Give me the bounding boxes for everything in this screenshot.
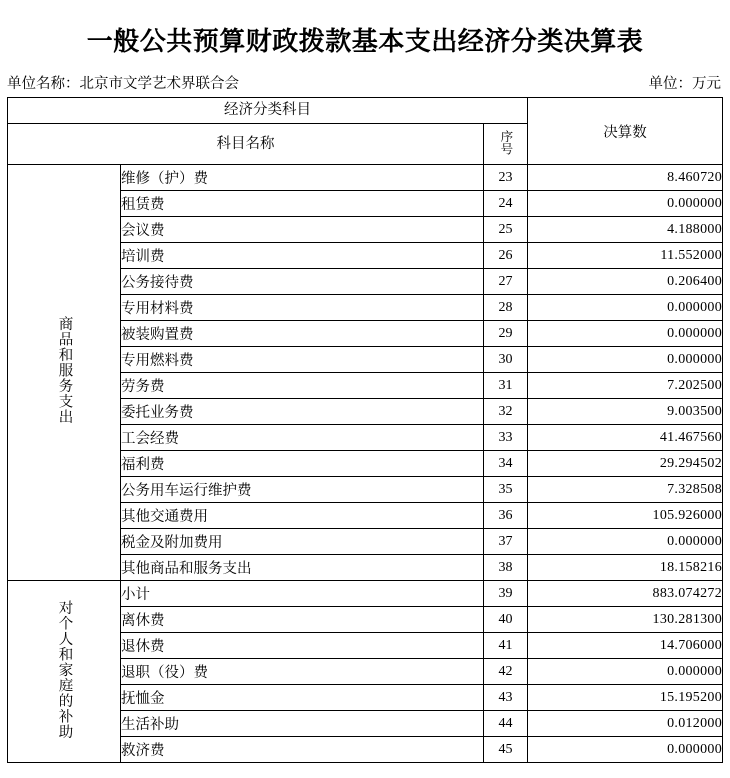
table-body [8, 165, 723, 763]
category-label: 对个人和家庭的补助 [56, 599, 73, 740]
unit-name-label: 单位名称：北京市文学艺术界联合会 [7, 76, 239, 93]
header-row-group [8, 98, 723, 124]
item-name-cell: 救济费 [121, 737, 484, 763]
item-name-cell: 退职（役）费 [121, 659, 484, 685]
header-group-title: 经济分类科目 [8, 98, 528, 124]
sequence-cell: 25 [484, 217, 528, 243]
sequence-cell: 37 [484, 529, 528, 555]
item-name-cell: 培训费 [121, 243, 484, 269]
category-cell [8, 165, 121, 581]
sequence-cell: 27 [484, 269, 528, 295]
final-amount-cell: 7.202500 [528, 373, 723, 399]
item-name-cell: 委托业务费 [121, 399, 484, 425]
table-header [8, 98, 723, 165]
item-name-cell: 维修（护）费 [121, 165, 484, 191]
final-amount-cell: 0.206400 [528, 269, 723, 295]
unit-measure-label: 单位：万元 [648, 76, 721, 93]
item-name-cell: 租赁费 [121, 191, 484, 217]
sequence-cell: 38 [484, 555, 528, 581]
item-name-cell: 劳务费 [121, 373, 484, 399]
item-name-cell: 税金及附加费用 [121, 529, 484, 555]
budget-table [7, 97, 723, 763]
caption-row [0, 77, 730, 93]
final-amount-cell: 7.328508 [528, 477, 723, 503]
sequence-cell: 42 [484, 659, 528, 685]
sequence-cell: 39 [484, 581, 528, 607]
sequence-cell: 31 [484, 373, 528, 399]
final-amount-cell: 29.294502 [528, 451, 723, 477]
sequence-cell: 36 [484, 503, 528, 529]
final-amount-cell: 130.281300 [528, 607, 723, 633]
sequence-cell: 32 [484, 399, 528, 425]
final-amount-cell: 883.074272 [528, 581, 723, 607]
final-amount-cell: 41.467560 [528, 425, 723, 451]
item-name-cell: 其他商品和服务支出 [121, 555, 484, 581]
sequence-cell: 24 [484, 191, 528, 217]
sequence-cell: 30 [484, 347, 528, 373]
item-name-cell: 工会经费 [121, 425, 484, 451]
final-amount-cell: 0.000000 [528, 529, 723, 555]
item-name-cell: 退休费 [121, 633, 484, 659]
final-amount-cell: 0.000000 [528, 321, 723, 347]
item-name-cell: 抚恤金 [121, 685, 484, 711]
final-amount-cell: 9.003500 [528, 399, 723, 425]
category-cell [8, 581, 121, 763]
final-amount-cell: 0.000000 [528, 347, 723, 373]
item-name-cell: 公务用车运行维护费 [121, 477, 484, 503]
final-amount-cell: 0.012000 [528, 711, 723, 737]
budget-table-container [7, 97, 722, 763]
category-label: 商品和服务支出 [56, 316, 73, 425]
table-row [8, 581, 723, 607]
sequence-cell: 35 [484, 477, 528, 503]
final-amount-cell: 11.552000 [528, 243, 723, 269]
final-amount-cell: 4.188000 [528, 217, 723, 243]
header-sequence [484, 124, 528, 165]
item-name-cell: 专用燃料费 [121, 347, 484, 373]
final-amount-cell: 105.926000 [528, 503, 723, 529]
sequence-cell: 43 [484, 685, 528, 711]
item-name-cell: 小计 [121, 581, 484, 607]
sequence-cell: 28 [484, 295, 528, 321]
item-name-cell: 其他交通费用 [121, 503, 484, 529]
table-row [8, 165, 723, 191]
final-amount-cell: 15.195200 [528, 685, 723, 711]
sequence-cell: 34 [484, 451, 528, 477]
sequence-cell: 41 [484, 633, 528, 659]
final-amount-cell: 0.000000 [528, 191, 723, 217]
sequence-cell: 23 [484, 165, 528, 191]
header-item-name: 科目名称 [8, 124, 484, 165]
header-sequence-text: 序号 [498, 129, 513, 155]
final-amount-cell: 18.158216 [528, 555, 723, 581]
item-name-cell: 生活补助 [121, 711, 484, 737]
item-name-cell: 会议费 [121, 217, 484, 243]
final-amount-cell: 0.000000 [528, 659, 723, 685]
sequence-cell: 45 [484, 737, 528, 763]
sequence-cell: 33 [484, 425, 528, 451]
sequence-cell: 40 [484, 607, 528, 633]
item-name-cell: 离休费 [121, 607, 484, 633]
sequence-cell: 29 [484, 321, 528, 347]
final-amount-cell: 14.706000 [528, 633, 723, 659]
final-amount-cell: 0.000000 [528, 295, 723, 321]
page-title: 一般公共预算财政拨款基本支出经济分类决算表 [86, 27, 644, 58]
final-amount-cell: 0.000000 [528, 737, 723, 763]
sequence-cell: 26 [484, 243, 528, 269]
header-final-amount: 决算数 [528, 98, 723, 165]
sequence-cell: 44 [484, 711, 528, 737]
document-page [0, 17, 730, 778]
final-amount-cell: 8.460720 [528, 165, 723, 191]
item-name-cell: 福利费 [121, 451, 484, 477]
item-name-cell: 被装购置费 [121, 321, 484, 347]
item-name-cell: 公务接待费 [121, 269, 484, 295]
item-name-cell: 专用材料费 [121, 295, 484, 321]
